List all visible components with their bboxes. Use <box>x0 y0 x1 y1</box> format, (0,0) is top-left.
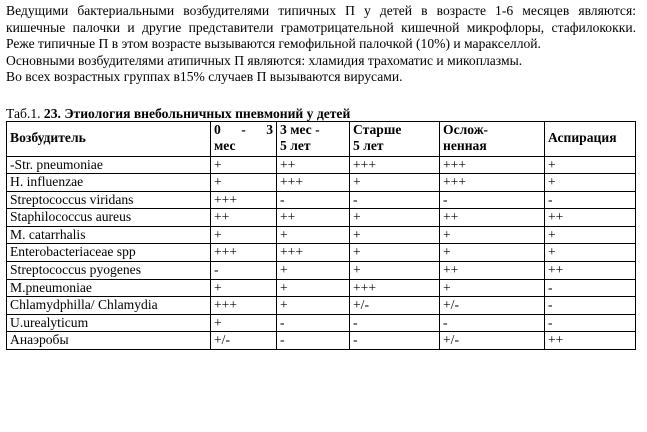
pathogen-cell: Chlamydphilla/ Chlamydia <box>7 297 211 315</box>
table-row <box>7 226 636 244</box>
table-caption <box>6 106 636 121</box>
aspiration-cell: - <box>545 279 636 297</box>
header-aspiration: Аспирация <box>545 121 636 156</box>
table-row <box>7 297 636 315</box>
age-3m-5y-cell: + <box>277 226 350 244</box>
age-3m-5y-cell: + <box>277 262 350 280</box>
over-5y-cell: - <box>350 191 440 209</box>
aspiration-cell: - <box>545 314 636 332</box>
table-row <box>7 279 636 297</box>
table-row <box>7 332 636 350</box>
over-5y-cell: +/- <box>350 297 440 315</box>
age-3m-5y-cell: +++ <box>277 174 350 192</box>
age-0-3m-cell: +++ <box>211 191 277 209</box>
header-over-5y <box>350 121 440 156</box>
age-0-3m-cell: + <box>211 279 277 297</box>
over-5y-cell: + <box>350 174 440 192</box>
pathogen-cell: Streptococcus pyogenes <box>7 262 211 280</box>
age-0-3m-cell: + <box>211 226 277 244</box>
complicated-cell: ++ <box>440 209 545 227</box>
age-0-3m-cell: + <box>211 314 277 332</box>
aspiration-cell: + <box>545 174 636 192</box>
table-row <box>7 209 636 227</box>
complicated-cell: +++ <box>440 174 545 192</box>
pathogen-cell: M.pneumoniae <box>7 279 211 297</box>
age-3m-5y-cell: - <box>277 191 350 209</box>
complicated-cell: + <box>440 244 545 262</box>
paragraph-typical-pathogens: Ведущими бактериальными возбудителями типичных П у детей в возрасте 1-6 месяцев являются: кишечные палочки и другие представители грамотрицательной кишечной микрофлоры, стафилококки. Реже типичные П в этом возрасте вызываются гемофильной палочкой (10%) и маракселлой. <box>6 3 636 51</box>
age-3m-5y-cell: + <box>277 279 350 297</box>
caption-number: 23 <box>43 105 58 121</box>
age-3m-5y-cell: - <box>277 314 350 332</box>
table-body <box>7 156 636 350</box>
header-age-months: мес <box>214 138 236 154</box>
header-complicated <box>440 121 545 156</box>
header-over5-line2: 5 лет <box>353 138 384 154</box>
aspiration-cell: - <box>545 297 636 315</box>
over-5y-cell: + <box>350 209 440 227</box>
header-age-0: 0 <box>214 121 221 137</box>
table-row <box>7 174 636 192</box>
age-0-3m-cell: +/- <box>211 332 277 350</box>
age-3m-5y-cell: + <box>277 297 350 315</box>
header-age-3: 3 <box>266 121 273 137</box>
pathogen-cell: Анаэробы <box>7 332 211 350</box>
aspiration-cell: + <box>545 156 636 174</box>
complicated-cell: ++ <box>440 262 545 280</box>
age-0-3m-cell: + <box>211 174 277 192</box>
table-row <box>7 244 636 262</box>
header-age-3m-line1: 3 мес - <box>280 121 320 137</box>
over-5y-cell: +++ <box>350 279 440 297</box>
paragraph-atypical-pathogens: Основными возбудителями атипичных П являются: хламидия трахоматис и микоплазмы. <box>6 52 523 68</box>
age-0-3m-cell: +++ <box>211 244 277 262</box>
over-5y-cell: + <box>350 244 440 262</box>
header-age-3m-5y <box>277 121 350 156</box>
aspiration-cell: + <box>545 244 636 262</box>
complicated-cell: +/- <box>440 332 545 350</box>
age-3m-5y-cell: - <box>277 332 350 350</box>
pathogen-cell: -Str. pneumoniae <box>7 156 211 174</box>
age-0-3m-cell: ++ <box>211 209 277 227</box>
header-age-0-3-months <box>211 121 277 156</box>
age-0-3m-cell: - <box>211 262 277 280</box>
complicated-cell: + <box>440 226 545 244</box>
complicated-cell: +++ <box>440 156 545 174</box>
over-5y-cell: + <box>350 226 440 244</box>
header-complicated-line2: ненная <box>443 138 487 154</box>
table-row <box>7 156 636 174</box>
aspiration-cell: - <box>545 191 636 209</box>
header-over5-line1: Старше <box>353 121 402 137</box>
complicated-cell: - <box>440 191 545 209</box>
pathogen-cell: Staphilococcus aureus <box>7 209 211 227</box>
age-3m-5y-cell: ++ <box>277 156 350 174</box>
table-row <box>7 191 636 209</box>
document-page <box>6 0 636 350</box>
header-age-3m-line2: 5 лет <box>280 138 311 154</box>
caption-prefix: Таб.1. <box>6 105 44 121</box>
age-0-3m-cell: + <box>211 156 277 174</box>
pathogen-cell: U.urealyticum <box>7 314 211 332</box>
age-3m-5y-cell: ++ <box>277 209 350 227</box>
complicated-cell: + <box>440 279 545 297</box>
over-5y-cell: - <box>350 314 440 332</box>
pathogen-cell: Enterobacteriaceae spp <box>7 244 211 262</box>
aspiration-cell: ++ <box>545 209 636 227</box>
over-5y-cell: + <box>350 262 440 280</box>
over-5y-cell: - <box>350 332 440 350</box>
complicated-cell: - <box>440 314 545 332</box>
caption-title: . Этиология внебольничных пневмоний у детей <box>57 105 351 121</box>
pathogen-cell: Streptococcus viridans <box>7 191 211 209</box>
table-row <box>7 314 636 332</box>
aspiration-cell: + <box>545 226 636 244</box>
age-3m-5y-cell: +++ <box>277 244 350 262</box>
table-header-row <box>7 121 636 156</box>
aspiration-cell: ++ <box>545 262 636 280</box>
paragraph-viruses: Во всех возрастных группах в15% случаев П вызываются вирусами. <box>6 69 403 84</box>
over-5y-cell: +++ <box>350 156 440 174</box>
age-0-3m-cell: +++ <box>211 297 277 315</box>
aspiration-cell: ++ <box>545 332 636 350</box>
complicated-cell: +/- <box>440 297 545 315</box>
header-age-dash: - <box>241 121 246 137</box>
header-pathogen: Возбудитель <box>7 121 211 156</box>
table-row <box>7 262 636 280</box>
pathogen-cell: M. catarrhalis <box>7 226 211 244</box>
header-complicated-line1: Ослож- <box>443 121 489 137</box>
etiology-table <box>6 121 636 351</box>
pathogen-cell: H. influenzae <box>7 174 211 192</box>
